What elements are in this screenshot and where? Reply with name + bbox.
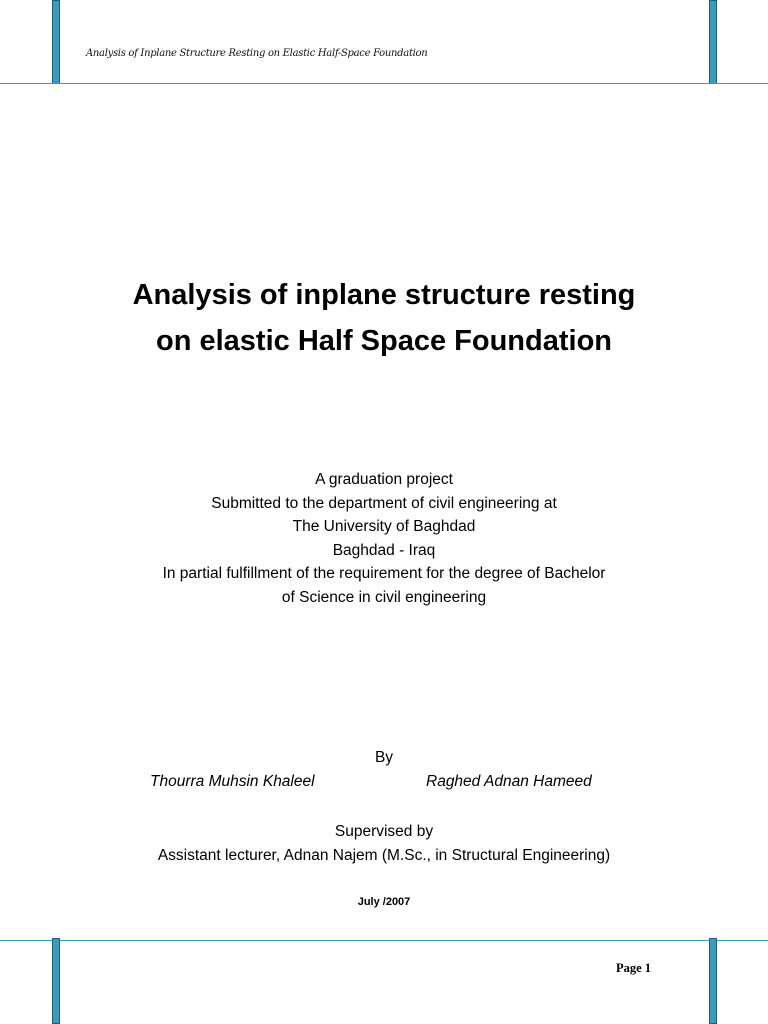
- left-top-border-bar: [52, 0, 60, 84]
- document-title: [0, 272, 768, 364]
- title-line-2: on elastic Half Space Foundation: [155, 325, 612, 357]
- description-line: Submitted to the department of civil engineering at: [211, 494, 557, 512]
- authors-row: [0, 770, 768, 794]
- footer-rule: [0, 940, 768, 941]
- title-line-1: Analysis of inplane structure resting: [132, 279, 636, 311]
- description-line: A graduation project: [315, 471, 453, 488]
- header-rule: [0, 83, 768, 84]
- page-number: Page 1: [616, 961, 652, 975]
- description-line: The University of Baghdad: [292, 518, 476, 535]
- supervised-label: Supervised by: [334, 823, 434, 840]
- author-name-1: Thourra Muhsin Khaleel: [150, 773, 315, 790]
- left-bottom-border-bar: [52, 938, 60, 1024]
- author-name-2: Raghed Adnan Hameed: [426, 773, 592, 790]
- description-line: In partial fulfillment of the requirement for the degree of Bachelor: [162, 565, 606, 582]
- document-date: July /2007: [357, 896, 411, 908]
- right-bottom-border-bar: [709, 938, 717, 1024]
- right-top-border-bar: [709, 0, 717, 84]
- description-line: Baghdad - Iraq: [332, 541, 436, 559]
- description-line: of Science in civil engineering: [281, 588, 487, 606]
- by-label: By: [374, 749, 394, 766]
- running-header: Analysis of Inplane Structure Resting on Elastic Half-Space Foundation: [86, 48, 428, 59]
- project-description: [0, 468, 768, 609]
- supervision-block: [0, 820, 768, 867]
- supervisor-name: Assistant lecturer, Adnan Najem (M.Sc., in Structural Engineering): [157, 846, 611, 864]
